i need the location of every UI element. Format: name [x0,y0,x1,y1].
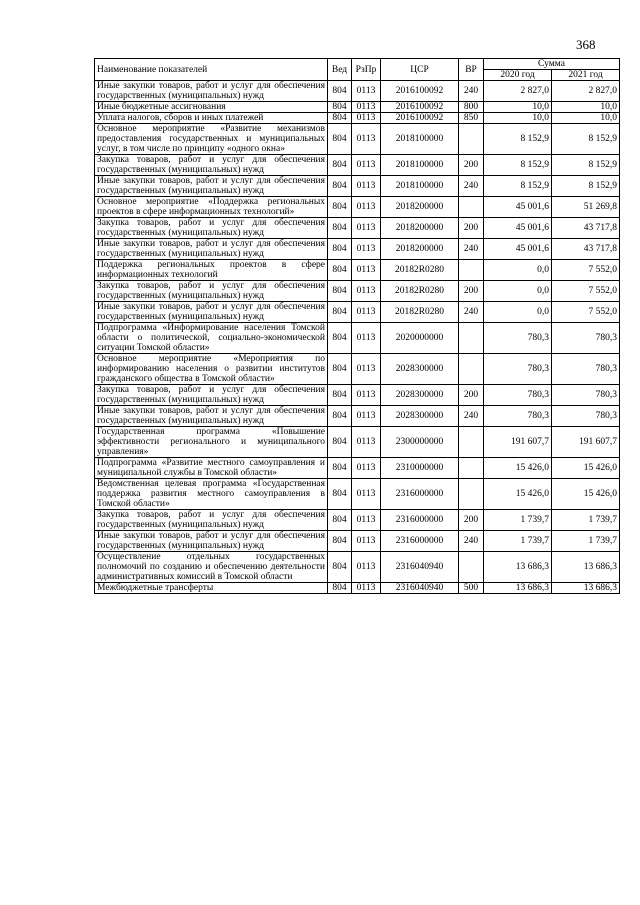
table-row [95,323,620,354]
row-sum-2021: 13 686,3 [552,552,620,583]
row-name: Иные закупки товаров, работ и услуг для обеспечения государственных (муниципальных) нужд [95,406,328,427]
table-row [95,281,620,302]
row-name: Уплата налогов, сборов и иных платежей [95,113,328,124]
row-ved: 804 [328,155,352,176]
row-rzpr: 0113 [352,323,381,354]
header-vr: ВР [459,59,484,81]
row-ved: 804 [328,113,352,124]
row-vr [459,260,484,281]
row-sum-2021: 8 152,9 [552,124,620,155]
row-vr [459,427,484,458]
row-vr: 200 [459,155,484,176]
row-rzpr: 0113 [352,176,381,197]
row-sum-2020: 780,3 [484,406,552,427]
row-name: Поддержка региональных проектов в сфере информационных технологий [95,260,328,281]
row-sum-2021: 7 552,0 [552,302,620,323]
row-vr [459,124,484,155]
table-row [95,124,620,155]
header-sum: Сумма [484,59,620,70]
row-ved: 804 [328,458,352,479]
row-rzpr: 0113 [352,531,381,552]
row-sum-2021: 43 717,8 [552,239,620,260]
row-vr: 200 [459,510,484,531]
row-csr: 2316000000 [381,531,459,552]
row-rzpr: 0113 [352,406,381,427]
row-sum-2020: 0,0 [484,281,552,302]
row-ved: 804 [328,176,352,197]
row-sum-2021: 51 269,8 [552,197,620,218]
header-rzpr: РзПр [352,59,381,81]
table-row [95,260,620,281]
row-vr: 200 [459,385,484,406]
row-ved: 804 [328,552,352,583]
row-name: Ведомственная целевая программа «Государственная поддержка развития местного самоуправления в Томской области» [95,479,328,510]
row-sum-2020: 2 827,0 [484,81,552,102]
row-vr: 240 [459,81,484,102]
row-sum-2021: 1 739,7 [552,531,620,552]
row-ved: 804 [328,281,352,302]
row-name: Закупка товаров, работ и услуг для обеспечения государственных (муниципальных) нужд [95,385,328,406]
row-sum-2021: 1 739,7 [552,510,620,531]
row-ved: 804 [328,302,352,323]
row-name: Межбюджетные трансферты [95,583,328,594]
row-ved: 804 [328,510,352,531]
row-rzpr: 0113 [352,385,381,406]
row-ved: 804 [328,385,352,406]
row-rzpr: 0113 [352,81,381,102]
row-vr [459,197,484,218]
row-sum-2021: 780,3 [552,406,620,427]
row-sum-2020: 15 426,0 [484,458,552,479]
row-csr: 2310000000 [381,458,459,479]
row-csr: 2028300000 [381,406,459,427]
row-vr: 240 [459,531,484,552]
row-sum-2021: 43 717,8 [552,218,620,239]
row-ved: 804 [328,323,352,354]
table-row [95,302,620,323]
table-row [95,458,620,479]
row-csr: 2018100000 [381,155,459,176]
row-vr: 500 [459,583,484,594]
table-row [95,510,620,531]
row-rzpr: 0113 [352,239,381,260]
row-sum-2020: 15 426,0 [484,479,552,510]
row-name: Иные закупки товаров, работ и услуг для обеспечения государственных (муниципальных) нужд [95,531,328,552]
row-ved: 804 [328,479,352,510]
row-vr: 800 [459,102,484,113]
row-ved: 804 [328,583,352,594]
row-ved: 804 [328,81,352,102]
row-name: Государственная программа «Повышение эффективности регионального и муниципального управления» [95,427,328,458]
row-rzpr: 0113 [352,197,381,218]
row-rzpr: 0113 [352,155,381,176]
row-csr: 2016100092 [381,102,459,113]
row-sum-2020: 0,0 [484,302,552,323]
row-vr: 240 [459,302,484,323]
row-csr: 20182R0280 [381,281,459,302]
row-rzpr: 0113 [352,510,381,531]
row-sum-2020: 45 001,6 [484,218,552,239]
row-rzpr: 0113 [352,458,381,479]
row-vr: 240 [459,406,484,427]
row-name: Закупка товаров, работ и услуг для обеспечения государственных (муниципальных) нужд [95,281,328,302]
row-sum-2020: 8 152,9 [484,155,552,176]
row-csr: 2016100092 [381,81,459,102]
row-sum-2021: 15 426,0 [552,458,620,479]
row-vr [459,458,484,479]
row-sum-2021: 780,3 [552,354,620,385]
row-vr [459,552,484,583]
row-ved: 804 [328,239,352,260]
row-csr: 2018200000 [381,218,459,239]
table-row [95,552,620,583]
row-sum-2021: 780,3 [552,323,620,354]
row-name: Основное мероприятие «Поддержка региональных проектов в сфере информационных технологий» [95,197,328,218]
row-csr: 2016100092 [381,113,459,124]
row-ved: 804 [328,531,352,552]
row-sum-2020: 780,3 [484,385,552,406]
row-rzpr: 0113 [352,260,381,281]
row-name: Подпрограмма «Информирование населения Томской области о политической, социально-экономической ситуации Томской области» [95,323,328,354]
table-row [95,385,620,406]
row-vr: 200 [459,218,484,239]
row-sum-2020: 191 607,7 [484,427,552,458]
row-rzpr: 0113 [352,113,381,124]
header-year-2021: 2021 год [552,70,620,81]
table-row [95,479,620,510]
row-csr: 2018100000 [381,124,459,155]
row-rzpr: 0113 [352,479,381,510]
row-csr: 2316040940 [381,583,459,594]
header-csr: ЦСР [381,59,459,81]
row-csr: 2028300000 [381,385,459,406]
row-ved: 804 [328,197,352,218]
row-ved: 804 [328,406,352,427]
row-sum-2020: 8 152,9 [484,124,552,155]
row-sum-2020: 780,3 [484,354,552,385]
row-name: Закупка товаров, работ и услуг для обеспечения государственных (муниципальных) нужд [95,510,328,531]
row-ved: 804 [328,354,352,385]
row-vr [459,354,484,385]
row-sum-2020: 1 739,7 [484,510,552,531]
row-name: Закупка товаров, работ и услуг для обеспечения государственных (муниципальных) нужд [95,155,328,176]
budget-table [94,58,620,594]
table-row [95,583,620,594]
row-sum-2021: 10,0 [552,113,620,124]
row-rzpr: 0113 [352,281,381,302]
row-csr: 2018200000 [381,197,459,218]
row-sum-2020: 10,0 [484,113,552,124]
table-row [95,427,620,458]
row-vr [459,323,484,354]
row-sum-2020: 780,3 [484,323,552,354]
row-ved: 804 [328,218,352,239]
table-row [95,354,620,385]
table-body [95,81,620,594]
row-csr: 2028300000 [381,354,459,385]
row-ved: 804 [328,260,352,281]
row-rzpr: 0113 [352,552,381,583]
row-sum-2020: 0,0 [484,260,552,281]
row-ved: 804 [328,427,352,458]
row-sum-2021: 2 827,0 [552,81,620,102]
row-sum-2021: 7 552,0 [552,281,620,302]
row-vr: 240 [459,239,484,260]
row-sum-2021: 10,0 [552,102,620,113]
row-name: Основное мероприятие «Мероприятия по информированию населения о развитии институтов гражданского общества в Томской области» [95,354,328,385]
row-sum-2020: 8 152,9 [484,176,552,197]
row-sum-2020: 45 001,6 [484,239,552,260]
row-sum-2021: 13 686,3 [552,583,620,594]
row-rzpr: 0113 [352,102,381,113]
row-rzpr: 0113 [352,583,381,594]
row-sum-2020: 1 739,7 [484,531,552,552]
table-row [95,406,620,427]
row-csr: 2018100000 [381,176,459,197]
row-sum-2020: 13 686,3 [484,552,552,583]
row-csr: 2316040940 [381,552,459,583]
table-row [95,176,620,197]
table-row [95,531,620,552]
row-rzpr: 0113 [352,354,381,385]
row-name: Иные закупки товаров, работ и услуг для обеспечения государственных (муниципальных) нужд [95,302,328,323]
row-sum-2021: 780,3 [552,385,620,406]
row-sum-2021: 8 152,9 [552,155,620,176]
row-sum-2021: 8 152,9 [552,176,620,197]
page-number: 368 [576,37,596,52]
row-csr: 2020000000 [381,323,459,354]
table-row [95,239,620,260]
row-name: Иные бюджетные ассигнования [95,102,328,113]
row-vr [459,479,484,510]
row-name: Подпрограмма «Развитие местного самоуправления и муниципальной службы в Томской области» [95,458,328,479]
row-ved: 804 [328,102,352,113]
row-name: Основное мероприятие «Развитие механизмов предоставления государственных и муниципальных услуг, в том числе по принципу «одного окна» [95,124,328,155]
table-row [95,102,620,113]
row-name: Иные закупки товаров, работ и услуг для обеспечения государственных (муниципальных) нужд [95,81,328,102]
table-row [95,197,620,218]
row-csr: 20182R0280 [381,302,459,323]
row-sum-2021: 191 607,7 [552,427,620,458]
header-ved: Вед [328,59,352,81]
row-vr: 200 [459,281,484,302]
header-name: Наименование показателей [95,59,328,81]
row-ved: 804 [328,124,352,155]
table-row [95,81,620,102]
row-csr: 2316000000 [381,510,459,531]
row-csr: 2018200000 [381,239,459,260]
table-row [95,113,620,124]
row-csr: 20182R0280 [381,260,459,281]
row-sum-2021: 15 426,0 [552,479,620,510]
row-vr: 850 [459,113,484,124]
table-row [95,155,620,176]
row-rzpr: 0113 [352,218,381,239]
row-csr: 2316000000 [381,479,459,510]
row-sum-2020: 10,0 [484,102,552,113]
row-name: Осуществление отдельных государственных полномочий по созданию и обеспечению деятельности административных комиссий в Томской области [95,552,328,583]
table-row [95,218,620,239]
row-vr: 240 [459,176,484,197]
row-sum-2020: 45 001,6 [484,197,552,218]
row-name: Иные закупки товаров, работ и услуг для обеспечения государственных (муниципальных) нужд [95,176,328,197]
row-rzpr: 0113 [352,124,381,155]
header-year-2020: 2020 год [484,70,552,81]
row-sum-2021: 7 552,0 [552,260,620,281]
row-rzpr: 0113 [352,302,381,323]
row-name: Закупка товаров, работ и услуг для обеспечения государственных (муниципальных) нужд [95,218,328,239]
row-rzpr: 0113 [352,427,381,458]
row-name: Иные закупки товаров, работ и услуг для обеспечения государственных (муниципальных) нужд [95,239,328,260]
row-sum-2020: 13 686,3 [484,583,552,594]
row-csr: 2300000000 [381,427,459,458]
